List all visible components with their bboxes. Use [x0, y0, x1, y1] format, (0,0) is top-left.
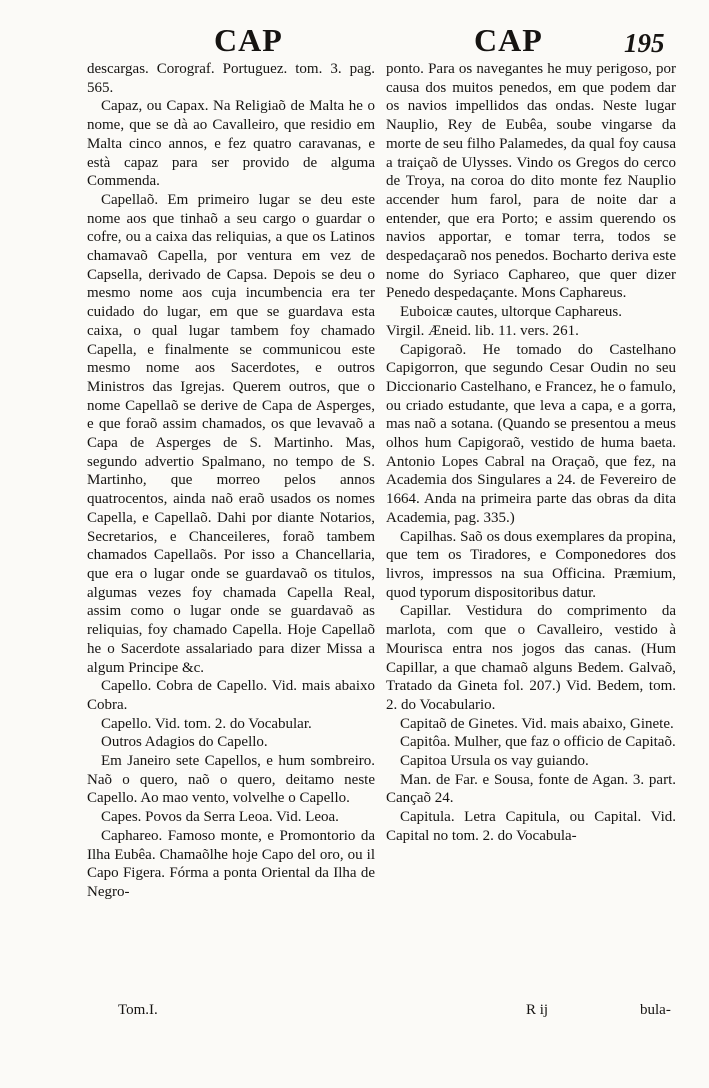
dictionary-entry: Man. de Far. e Sousa, fonte de Agan. 3. part. Cançaõ 24.: [386, 771, 676, 807]
dictionary-entry: descargas. Corograf. Portuguez. tom. 3. pag. 565.: [87, 61, 375, 96]
dictionary-entry: Capilhas. Saõ os dous exemplares da propina, que tem os Tiradores, e Componedores dos livros, impressos na sua Officina. Præmium, quod typorum dispositoribus datur.: [386, 528, 676, 601]
dictionary-entry: ponto. Para os navegantes he muy perigoso, por causa dos muitos penedos, em que podem dar os navios impellidos das ondas. Neste lugar Nauplio, Rey de Eubêa, soube vingarse da morte de seu filho Palamedes, da qual foy causa a traiçaõ de Ulysses. Vindo os Gregos do cerco de Troya, na coroa do dito monte fez Nauplio accender hum farol, para de noite dar a entender, que era Porto; e assim querendo os navios apportar, e tomar terra, todos se despedaçaraõ nos penedos. Bocharto deriva este nome do Syriaco Caphareo, que quer dizer Penedo despedaçante. Mons Caphareus.: [386, 61, 676, 302]
volume-label: Tom.I.: [118, 1002, 158, 1018]
header-left-word: CAP: [214, 22, 283, 58]
dictionary-entry: Capitula. Letra Capitula, ou Capital. Vid. Capital no tom. 2. do Vocabula-: [386, 809, 676, 844]
page-footer: [0, 1002, 709, 1026]
dictionary-entry: Capes. Povos da Serra Leoa. Vid. Leoa.: [101, 809, 339, 826]
page-number: 195: [624, 28, 665, 58]
dictionary-entry: Capigoraõ. He tomado do Castelhano Capigorron, que segundo Cesar Oudin no seu Diccionario Castelhano, e Francez, he o famulo, ou criado estudante, que leva a capa, e a gorra, mas naõ a sotana. (Quando se presentou a meus olhos hum Capigoraõ, vestido de huma baeta. Antonio Lopes Cabral na Oraçaõ, que fez, na Academia dos Singulares a 24. de Fevereiro de 1664. Anda na primeira parte das obras da dita Academia, pag. 335.): [386, 341, 676, 526]
dictionary-entry: Euboicæ cautes, ultorque Caphareus.: [400, 304, 623, 321]
dictionary-entry: Capitaõ de Ginetes. Vid. mais abaixo, Ginete.: [400, 715, 674, 732]
dictionary-entry: Capillar. Vestidura do comprimento da marlota, com que o Cavalleiro, vestido à Mourisca entra nos jogos das canas. (Hum Capillar, a que chamaõ alguns Bedem. Galvaõ, Tratado da Gineta fol. 207.) Vid. Bedem, tom. 2. do Vocabulario.: [386, 603, 676, 713]
dictionary-entry: Caphareo. Famoso monte, e Promontorio da Ilha Eubêa. Chamaõlhe hoje Capo del oro, ou il Capo Figera. Fórma a ponta Oriental da Ilha de Negro-: [87, 827, 375, 900]
right-column: [386, 60, 676, 846]
dictionary-entry: Capello. Vid. tom. 2. do Vocabular.: [101, 715, 312, 732]
catchword: bula-: [640, 1002, 671, 1018]
dictionary-entry: Outros Adagios do Capello.: [101, 734, 268, 751]
dictionary-entry: Capitôa. Mulher, que faz o officio de Capitaõ.: [400, 734, 676, 751]
dictionary-entry: Capaz, ou Capax. Na Religiaõ de Malta he o nome, que se dà ao Cavalleiro, que residio em Malta cinco annos, e fez quatro caravanas, e està capaz para ser provido de alguma Commenda.: [87, 98, 375, 190]
dictionary-entry: Capello. Cobra de Capello. Vid. mais abaixo Cobra.: [87, 678, 375, 713]
dictionary-entry: Virgil. Æneid. lib. 11. vers. 261.: [386, 322, 579, 339]
running-header: [0, 14, 709, 64]
left-column: [87, 60, 375, 902]
header-right-word: CAP: [474, 22, 543, 58]
dictionary-entry: Em Janeiro sete Capellos, e hum sombreiro. Naõ o quero, naõ o quero, deitamo neste Capello. Ao mao vento, volvelhe o Capello.: [87, 753, 375, 807]
dictionary-entry: Capitoa Ursula os vay guiando.: [400, 753, 589, 770]
signature-mark: R ij: [526, 1002, 549, 1018]
dictionary-entry: Capellaõ. Em primeiro lugar se deu este nome aos que tinhaõ a seu cargo o guardar o cofre, ou a caixa das reliquias, a que os Latinos chamavaõ Capella, por ventura em vez de Capsella, derivado de Capsa. Depois se deu o mesmo nome aos cuja incumbencia era ter cuidado do lugar, em que se guardava esta caixa, o qual lugar tambem foy chamado Capella, e finalmente se communicou este mesmo nome aos Sacerdotes, e outros Ministros das Igrejas. Querem outros, que o nome Capellaõ se derive de Capa de Asperges, e que foraõ assim chamados, os que levavaõ a Capa de Asperges de S. Martinho. Mas, segundo advertio Spalmano, no tempo de S. Martinho, que morreo pelos annos quatrocentos, ainda naõ eraõ usados os nomes Capella, e Capellaõ. Dahi por diante Notarios, Secretarios, e Chanceileres, foraõ tambem chamados Capellaõs. Por isso a Chancellaria, que era o lugar onde se guardavaõ os titulos, algumas vezes foy chamada Capella Real, assim como o lugar onde se guardavaõ as reliquias, foy chamado Capella. Hoje Capellaõ he o Sacerdote assalariado para dizer Missa a algum Principe &c.: [87, 191, 375, 676]
